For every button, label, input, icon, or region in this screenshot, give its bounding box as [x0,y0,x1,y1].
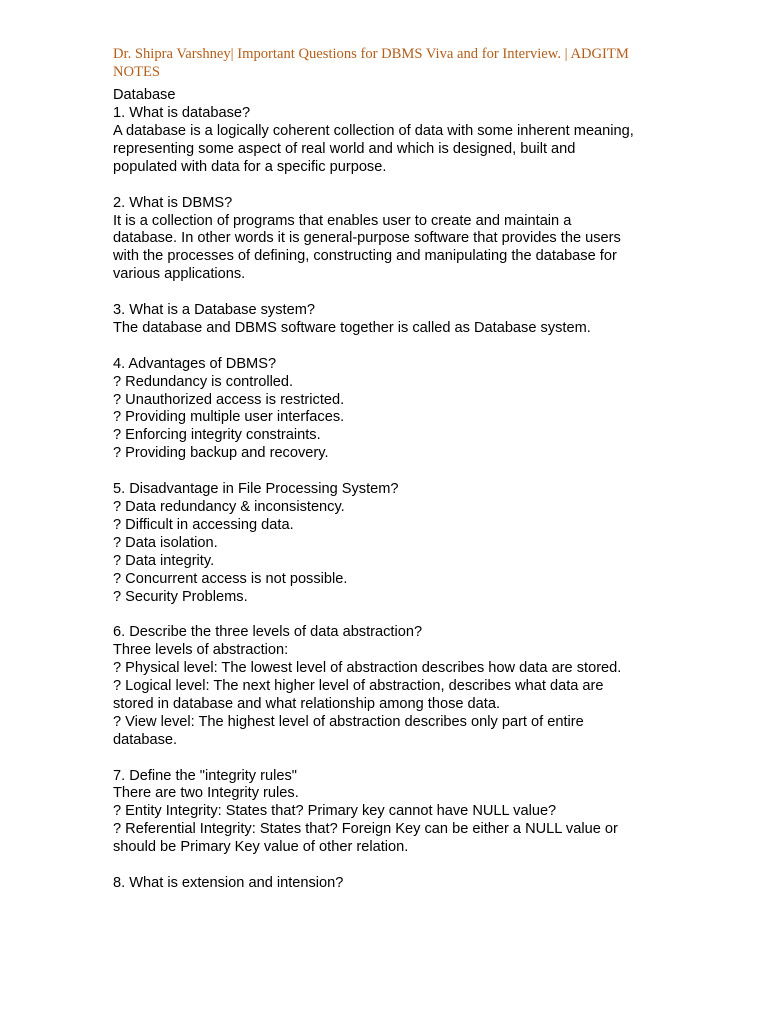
text-line: ? Data redundancy & inconsistency. [113,498,345,515]
paragraph-spacer [113,750,658,768]
text-line: 5. Disadvantage in File Processing System? [113,481,399,498]
qa-section [113,768,658,858]
text-line: with the processes of defining, constructing and manipulating the database for [113,248,617,265]
text-line: 7. Define the "integrity rules" [113,767,297,784]
qa-section [113,481,658,606]
qa-section [113,195,658,285]
qa-section [113,302,658,338]
text-line: ? Security Problems. [113,588,248,605]
qa-section [113,875,658,893]
text-line: ? Physical level: The lowest level of abstraction describes how data are stored. [113,660,622,677]
text-line: 6. Describe the three levels of data abstraction? [113,624,423,641]
text-line: A database is a logically coherent collection of data with some inherent meaning, [113,123,634,139]
text-line: There are two Integrity rules. [113,785,299,802]
text-line: representing some aspect of real world and which is designed, built and [113,140,576,157]
text-line: ? Referential Integrity: States that? Foreign Key can be either a NULL value or [113,821,618,838]
text-line: 8. What is extension and intension? [113,874,344,891]
text-line: populated with data for a specific purpose. [113,158,387,175]
text-line: 3. What is a Database system? [113,302,315,319]
text-line: 2. What is DBMS? [113,194,233,211]
text-line: Database [113,87,176,104]
paragraph-spacer [113,463,658,481]
paragraph-spacer [113,177,658,195]
text-line: various applications. [113,266,246,283]
text-line: ? Difficult in accessing data. [113,516,294,533]
text-line: ? Data isolation. [113,534,218,551]
text-line: ? Logical level: The next higher level of abstraction, describes what data are [113,678,604,695]
text-line: ? Providing multiple user interfaces. [113,409,345,426]
document-header [113,46,658,81]
text-line: ? Redundancy is controlled. [113,373,294,390]
document-page [113,46,658,893]
text-line: The database and DBMS software together is called as Database system. [113,319,591,336]
header-line: Dr. Shipra Varshney| Important Questions for DBMS Viva and for Interview. | ADGITM [113,46,629,62]
paragraph-spacer [113,606,658,624]
document-body [113,87,658,893]
text-line: ? Concurrent access is not possible. [113,570,348,587]
paragraph-spacer [113,857,658,875]
text-line: Three levels of abstraction: [113,642,289,659]
text-line: ? Data integrity. [113,552,215,569]
paragraph-spacer [113,338,658,356]
text-line: stored in database and what relationship among those data. [113,695,500,712]
qa-section [113,87,658,177]
text-line: ? Enforcing integrity constraints. [113,427,321,444]
text-line: ? Entity Integrity: States that? Primary key cannot have NULL value? [113,803,557,820]
text-line: database. In other words it is general-purpose software that provides the users [113,230,621,247]
paragraph-spacer [113,284,658,302]
text-line: database. [113,731,178,748]
text-line: ? View level: The highest level of abstraction describes only part of entire [113,713,584,730]
qa-section [113,624,658,749]
text-line: 4. Advantages of DBMS? [113,355,277,372]
qa-section [113,356,658,463]
text-line: should be Primary Key value of other relation. [113,839,409,856]
text-line: ? Unauthorized access is restricted. [113,391,345,408]
text-line: 1. What is database? [113,105,251,122]
header-line: NOTES [113,63,161,80]
text-line: ? Providing backup and recovery. [113,445,329,462]
text-line: It is a collection of programs that enables user to create and maintain a [113,212,572,229]
